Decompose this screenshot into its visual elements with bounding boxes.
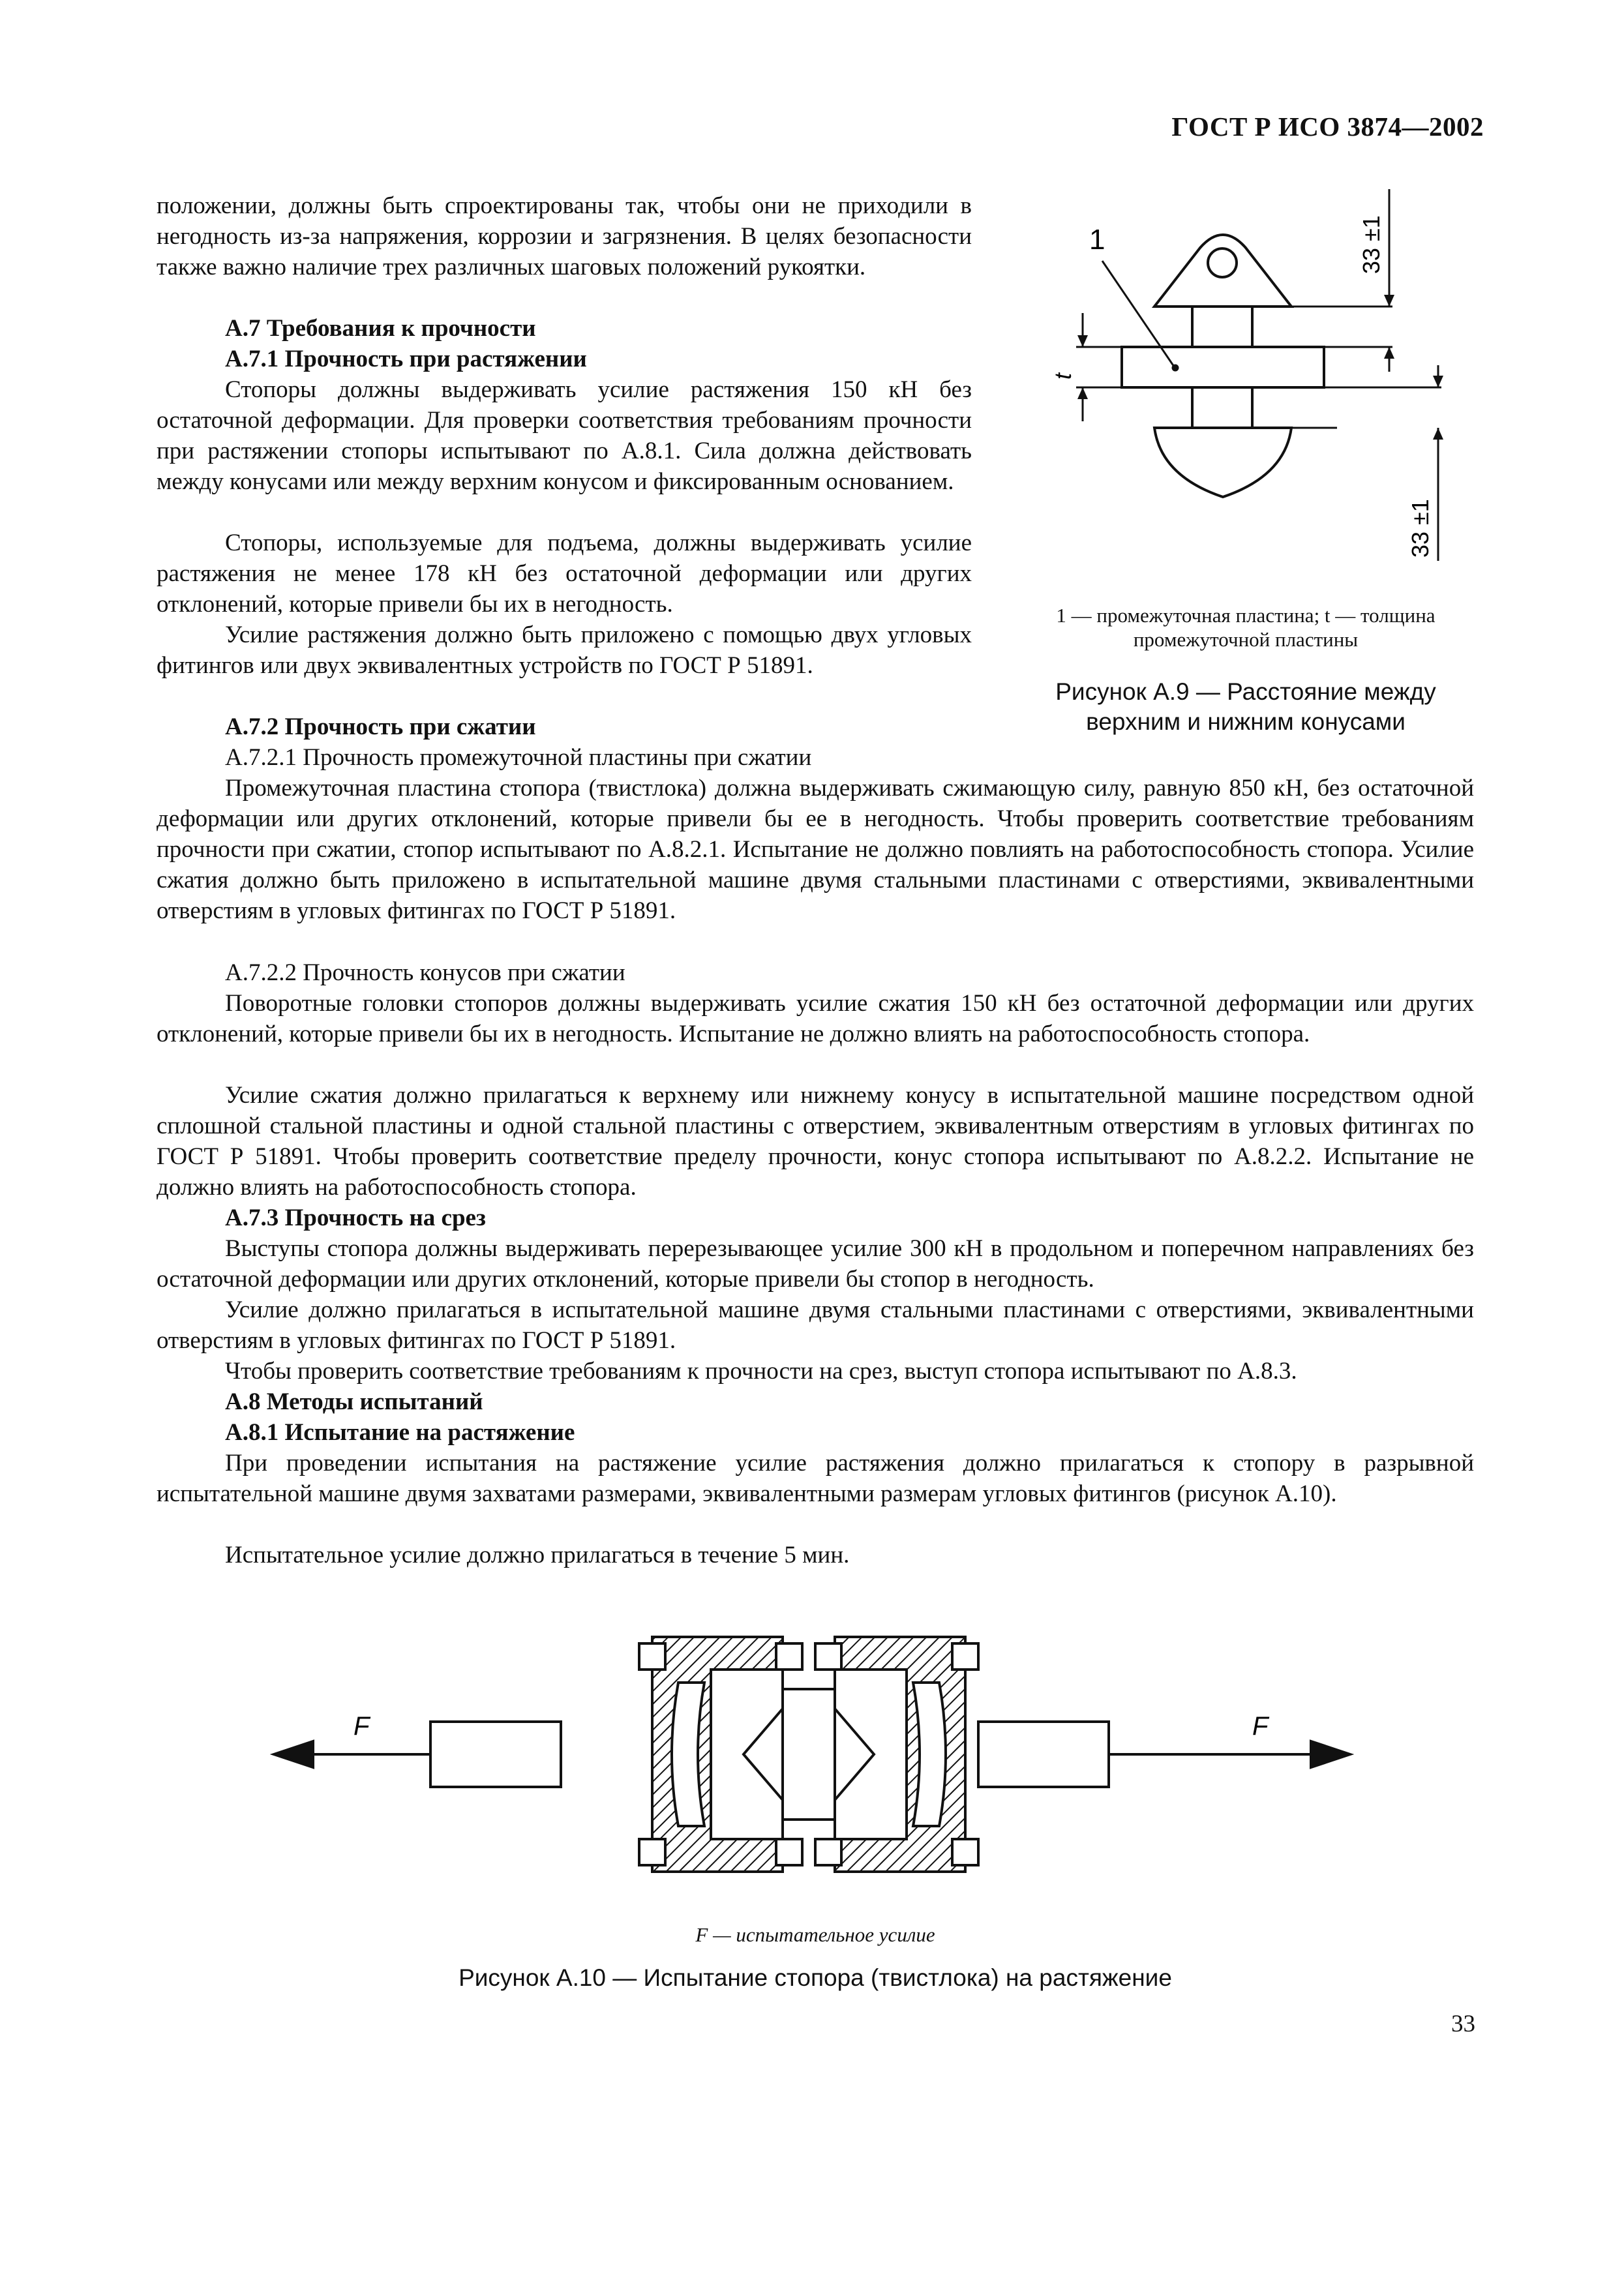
arrow-left-icon [274, 1741, 313, 1767]
twistlock-body [783, 1689, 835, 1820]
paragraph-a7-2-2-1: Поворотные головки стопоров должны выдерживать усилие сжатия 150 кН без остаточной деформации или других отклонений, которые привели бы их в негодность. Испытание не должно влиять на работоспособность стопора. [157, 990, 1474, 1047]
dim-top: 33 ±1 [1358, 215, 1385, 274]
left-rod [430, 1722, 561, 1787]
figure-a10-drawing [261, 1617, 1370, 1904]
heading-a7: A.7 Требования к прочности [225, 315, 536, 342]
heading-a8-1: A.8.1 Испытание на растяжение [225, 1419, 575, 1446]
right-rod [978, 1722, 1109, 1787]
document-header: ГОСТ Р ИСО 3874—2002 [1171, 112, 1484, 142]
paragraph-a7-3-2: Усилие должно прилагаться в испытательной машине двумя стальными пластинами с отверстиями, эквивалентными отверстиям в угловых фитингах по ГОСТ Р 51891. [157, 1296, 1474, 1354]
page-number: 33 [1451, 2011, 1475, 2037]
heading-a7-2-2: А.7.2.2 Прочность конусов при сжатии [225, 959, 625, 986]
heading-a7-2: A.7.2 Прочность при сжатии [225, 713, 536, 740]
paragraph-a7-3-3: Чтобы проверить соответствие требованиям к прочности на срез, выступ стопора испытывают по А.8.3. [225, 1358, 1297, 1385]
paragraph-a7-2-2-2: Усилие сжатия должно прилагаться к верхнему или нижнему конусу в испытательной машине посредством одной сплошной стальной пластины и одной стальной пластины с отверстием, эквивалентным отверстиям в угловых фитингах по ГОСТ Р 51891. Чтобы проверить соответствие пределу прочности, конус стопора испытывают по А.8.2.2. Испытание не должно влиять на работоспособность стопора. [157, 1082, 1474, 1201]
heading-a7-3: A.7.3 Прочность на срез [225, 1205, 486, 1231]
label-t: t [1049, 372, 1076, 380]
paragraph-a7-3-1: Выступы стопора должны выдерживать перерезывающее усилие 300 кН в продольном и поперечном направлениях без остаточной деформации или других отклонений, которые привели бы стопор в негодность. [157, 1235, 1474, 1293]
heading-a8: A.8 Методы испытаний [225, 1388, 483, 1415]
figure-a9-legend-line2: промежуточной пластины [1133, 628, 1359, 651]
paragraph-a7-1-2: Стопоры, используемые для подъема, должны выдерживать усилие растяжения не менее 178 кН без остаточной деформации или других отклонений, которые привели бы их в негодность. [157, 530, 972, 618]
paragraph-a7-1-3: Усилие растяжения должно быть приложено с помощью двух угловых фитингов или двух эквивалентных устройств по ГОСТ Р 51891. [157, 622, 972, 679]
cone-hole [1208, 248, 1237, 277]
heading-a7-2-1: А.7.2.1 Прочность промежуточной пластины при сжатии [225, 744, 812, 771]
label-1: 1 [1089, 224, 1105, 256]
figure-a9-caption-line1: Рисунок А.9 — Расстояние между [1055, 678, 1436, 705]
figure-a9-caption-line2: верхним и нижним конусами [1086, 708, 1406, 735]
paragraph-a8-1-2: Испытательное усилие должно прилагаться в течение 5 мин. [225, 1542, 850, 1568]
upper-cone [1154, 235, 1291, 307]
paragraph-intro: положении, должны быть спроектированы так, чтобы они не приходили в негодность из-за напряжения, коррозии и загрязнения. В целях безопасности также важно наличие трех различных шаговых положений рукоятки. [157, 192, 972, 280]
dim-bottom: 33 ±1 [1407, 499, 1434, 558]
figure-a10-legend: F — испытательное усилие [695, 1923, 935, 1946]
paragraph-a7-1-1: Стопоры должны выдерживать усилие растяжения 150 кН без остаточной деформации. Для проверки соответствия требованиям прочности при растяжении стопоры испытывают по А.8.1. Сила должна действовать между конусами или между верхним конусом и фиксированным основанием. [157, 376, 972, 495]
paragraph-a8-1-1: При проведении испытания на растяжение усилие растяжения должно прилагаться к стопору в разрывной испытательной машине двумя захватами размерами, эквивалентными размерам угловых фитингов (рисунок А.10). [157, 1450, 1474, 1507]
lower-cone [1154, 428, 1291, 497]
paragraph-a7-2-1: Промежуточная пластина стопора (твистлока) должна выдерживать сжимающую силу, равную 850 кН, без остаточной деформации или других отклонений, которые привели бы ее в негодность. Чтобы проверить соответствие требованиям прочности при сжатии, стопор испытывают по А.8.2.1. Испытание не должно повлиять на работоспособность стопора. Усилие сжатия должно быть приложено в испытательной машине двумя стальными пластинами с отверстиями, эквивалентными отверстиям в угловых фитингах по ГОСТ Р 51891. [157, 775, 1474, 924]
intermediate-plate [1122, 347, 1324, 387]
figure-a10-caption: Рисунок А.10 — Испытание стопора (твистлока) на растяжение [459, 1964, 1172, 1991]
figure-a9-drawing [998, 176, 1494, 580]
arrow-right-icon [1311, 1741, 1350, 1767]
label-f-right: F [1252, 1712, 1269, 1741]
label-f-left: F [353, 1712, 370, 1741]
upper-shaft [1192, 307, 1252, 347]
lower-shaft [1192, 387, 1252, 428]
figure-a9-legend-line1: 1 — промежуточная пластина; t — толщина [1056, 604, 1436, 627]
heading-a7-1: A.7.1 Прочность при растяжении [225, 346, 587, 372]
